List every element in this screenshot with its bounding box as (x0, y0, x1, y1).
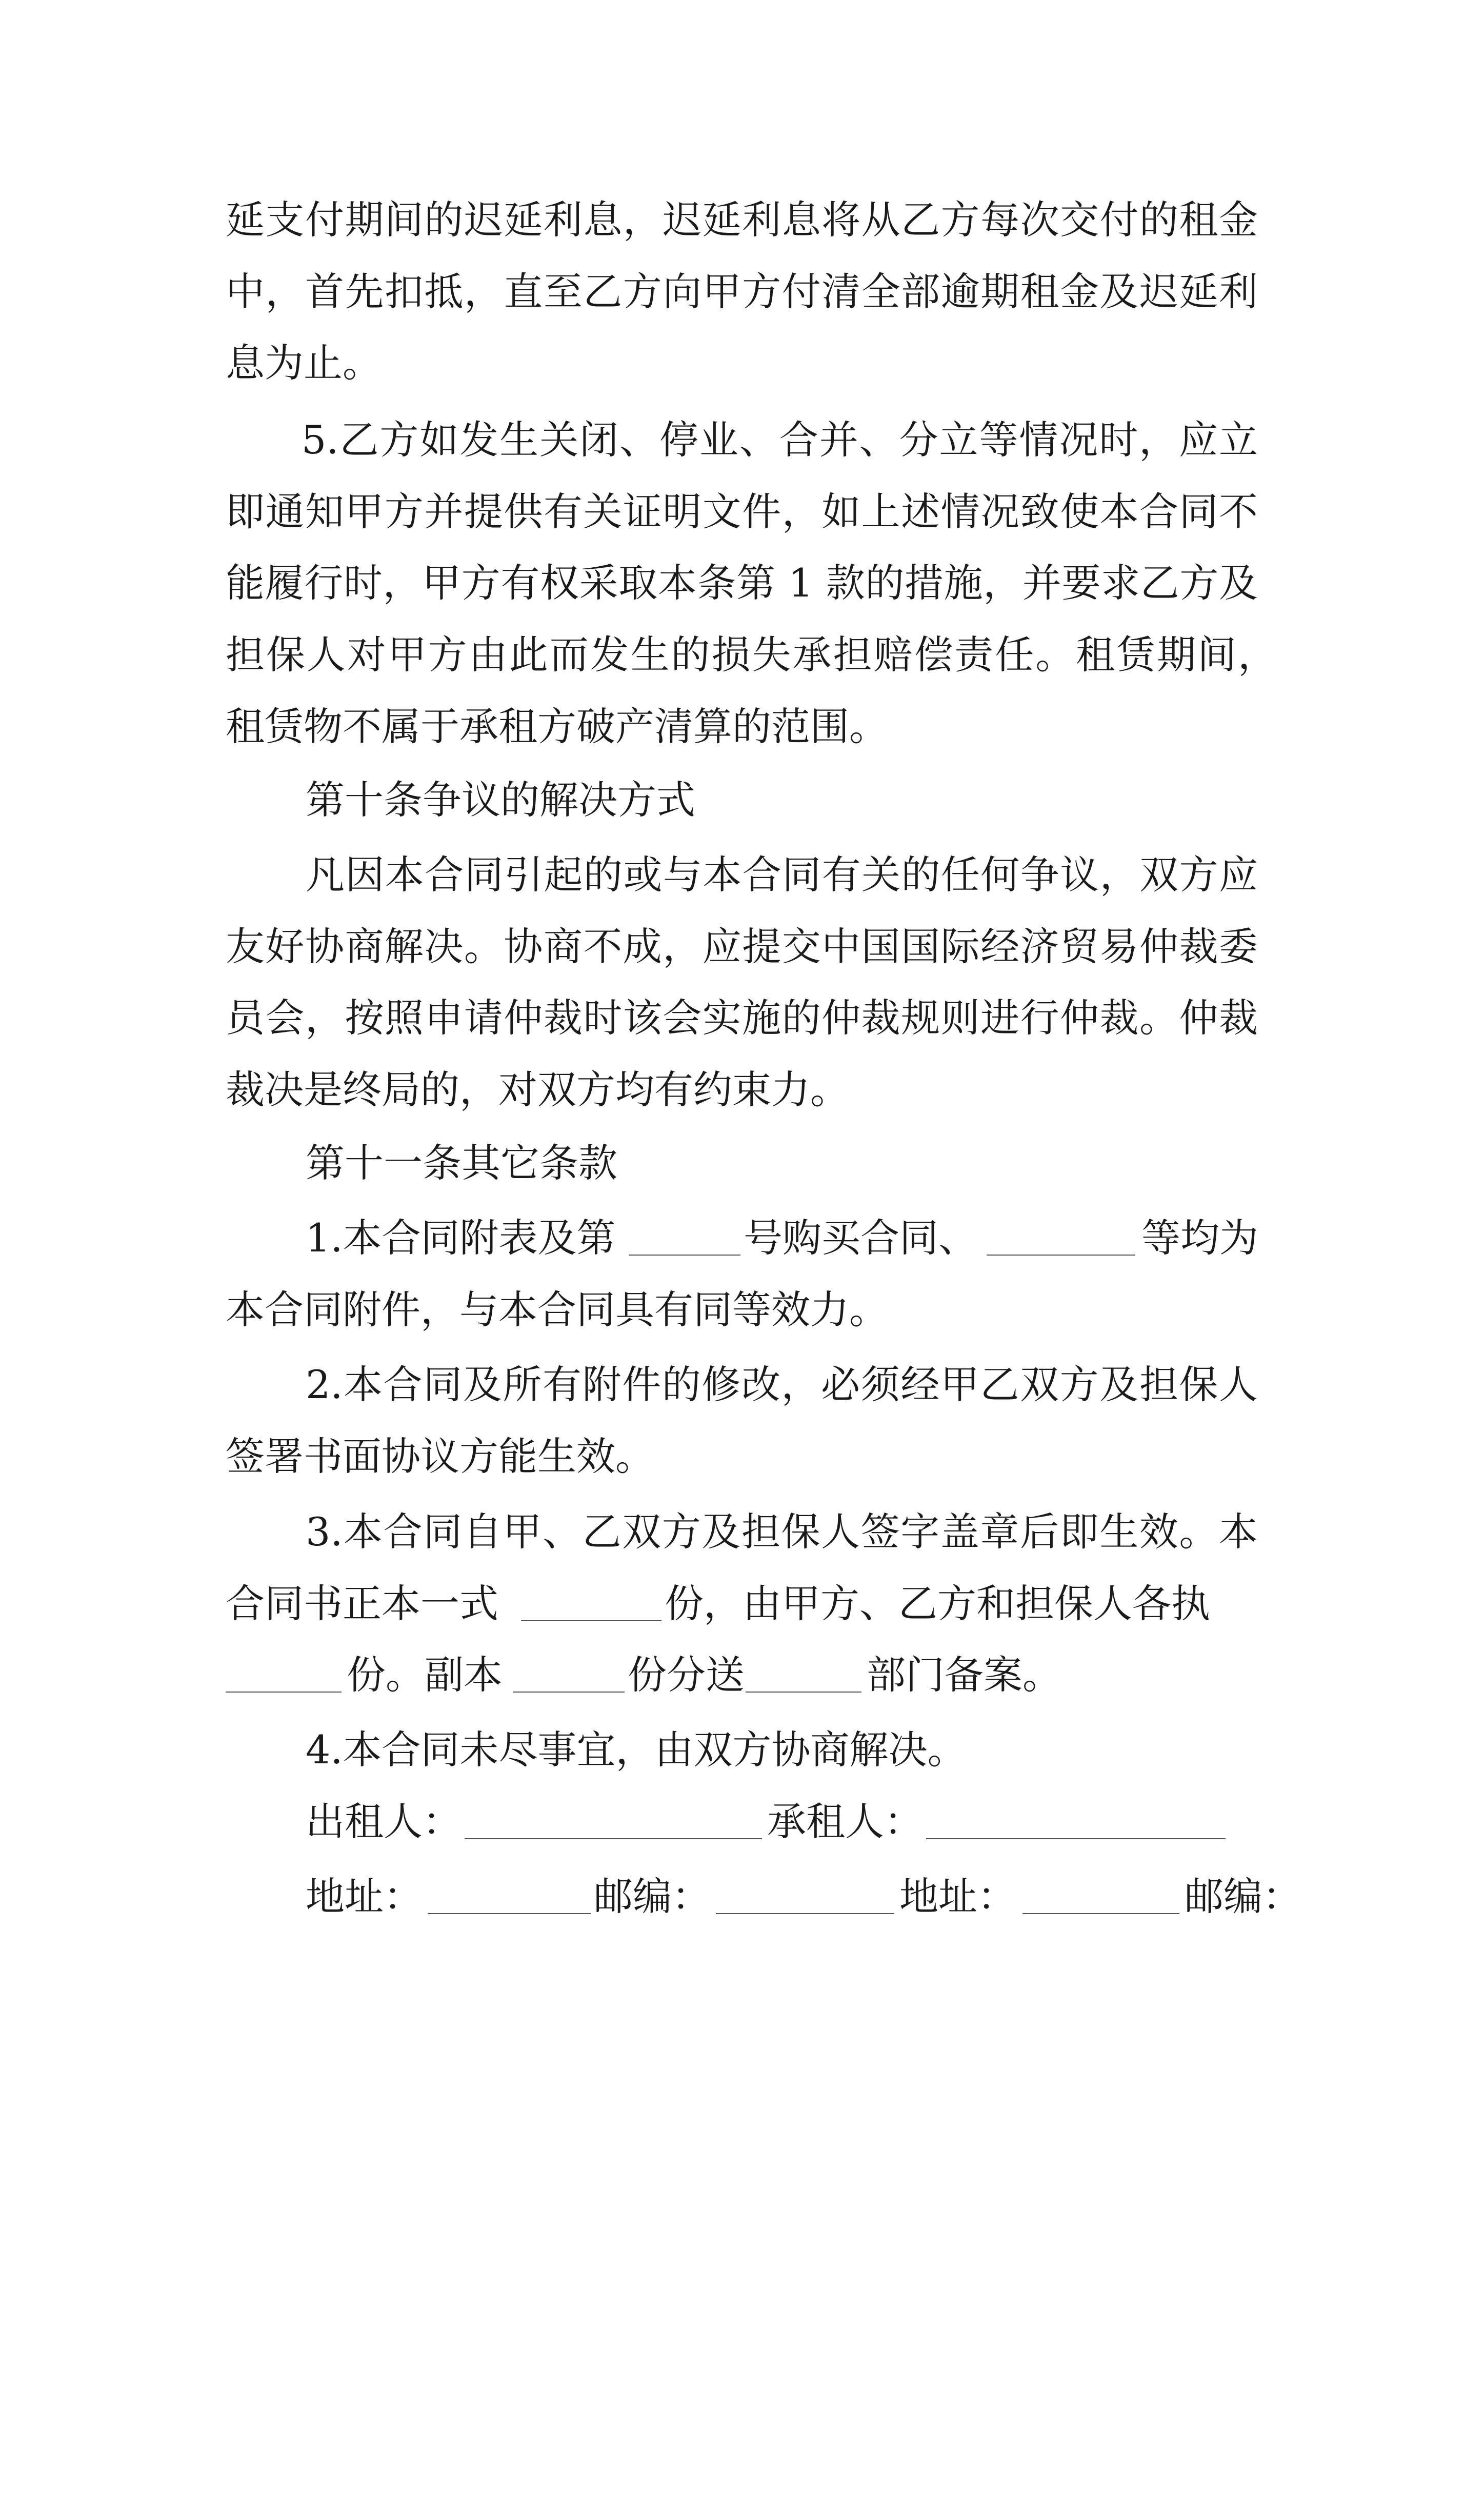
paragraph-line (0, 1054, 1484, 1126)
clause-text: 份。副本 (347, 1652, 503, 1698)
paragraph-line (0, 982, 1484, 1054)
text-line: 即通知甲方并提供有关证明文件，如上述情况致使本合同不 (226, 489, 1258, 534)
text-line: 凡因本合同引起的或与本合同有关的任何争议，双方应 (306, 852, 1258, 898)
paragraph-line (0, 839, 1484, 911)
section-title: 第十一条其它条款 (306, 1140, 617, 1186)
paragraph-line (0, 476, 1484, 548)
lessee-blank (926, 1838, 1226, 1839)
clause-text: 2.本合同及所有附件的修改，必须经甲乙双方及担保人 (306, 1362, 1258, 1407)
text-line: 5.乙方如发生关闭、停业、合并、分立等情况时，应立 (302, 417, 1258, 463)
lessor-label: 出租人： (306, 1799, 462, 1844)
section-heading (0, 1127, 1484, 1199)
text-line: 能履行时，甲方有权采取本条第 1 款的措施，并要求乙方及 (226, 560, 1258, 606)
clause-text: 签署书面协议方能生效。 (226, 1434, 654, 1479)
clause-3-line-2 (0, 1568, 1484, 1640)
clause-text: 4.本合同未尽事宜，由双方协商解决。 (306, 1727, 967, 1773)
clause-text: 部门备案。 (867, 1652, 1061, 1698)
text-line: 中，首先扣抵，直至乙方向甲方付清全部逾期租金及迟延利 (226, 269, 1258, 314)
clause-text: 号购买合同、 (744, 1215, 977, 1261)
blank-underline (521, 1620, 661, 1621)
blank-underline (629, 1255, 740, 1256)
text-line: 裁决是终局的，对双方均有约束力。 (226, 1067, 849, 1112)
paragraph-line (0, 327, 1484, 399)
clause-text: 1.本合同附表及第 (306, 1215, 616, 1261)
text-line: 息为止。 (226, 340, 382, 386)
paragraph-line (0, 1496, 1484, 1568)
address-label: 地址： (306, 1874, 423, 1919)
section-title: 第十条争议的解决方式 (306, 777, 695, 823)
blank-underline (513, 1692, 625, 1693)
blank-underline (746, 1692, 861, 1693)
blank-underline (226, 1692, 342, 1693)
paragraph-line (0, 1349, 1484, 1421)
address-label: 地址： (899, 1874, 1016, 1919)
paragraph-line (0, 547, 1484, 619)
postcode-blank (716, 1913, 894, 1914)
clause-1-line-1 (0, 1202, 1484, 1274)
text-line: 租赁物不属于承租方破产清算的范围。 (226, 704, 888, 749)
paragraph-line (0, 404, 1484, 476)
blank-underline (987, 1255, 1135, 1256)
paragraph-line (0, 1714, 1484, 1786)
text-line: 延支付期间的迟延利息，迟延利息将从乙方每次交付的租金 (226, 197, 1258, 243)
clause-text: 合同书正本一式 (226, 1581, 498, 1626)
postcode-label: 邮编： (1185, 1874, 1301, 1919)
lessee-label: 承租人： (767, 1799, 923, 1844)
paragraph-line (0, 911, 1484, 983)
text-line: 员会，按照申请仲裁时该会实施的仲裁规则进行仲裁。仲裁 (226, 995, 1258, 1041)
section-heading (0, 764, 1484, 836)
clause-text: 等均为 (1141, 1215, 1258, 1261)
text-line: 友好协商解决。协商不成，应提交中国国际经济贸易仲裁委 (226, 924, 1258, 969)
address-blank (428, 1913, 591, 1914)
signature-row (0, 1786, 1484, 1858)
clause-text: 本合同附件，与本合同具有同等效力。 (226, 1287, 888, 1332)
paragraph-line (0, 184, 1484, 256)
postcode-label: 邮编： (594, 1874, 711, 1919)
paragraph-line (0, 691, 1484, 763)
clause-text: 3.本合同自甲、乙双方及担保人签字盖章后即生效。本 (306, 1509, 1258, 1555)
address-blank (1022, 1913, 1179, 1914)
paragraph-line (0, 256, 1484, 328)
lessor-blank (465, 1838, 762, 1839)
text-line: 担保人对甲方由此而发生的损失承担赔偿责任。租赁期间， (226, 632, 1277, 678)
clause-text: 份，由甲方、乙方和担保人各执 (665, 1581, 1210, 1626)
paragraph-line (0, 1274, 1484, 1346)
clause-3-line-3 (0, 1639, 1484, 1711)
address-row (0, 1861, 1484, 1933)
paragraph-line (0, 619, 1484, 691)
paragraph-line (0, 1421, 1484, 1493)
clause-text: 份分送 (628, 1652, 745, 1698)
